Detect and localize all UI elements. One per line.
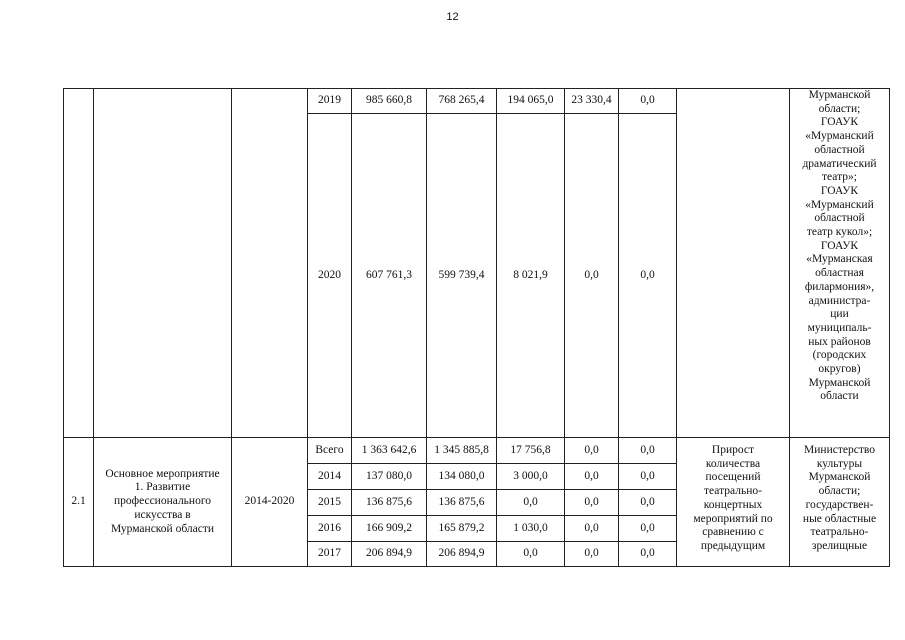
regional-cell: 134 080,0 bbox=[427, 464, 497, 490]
other-cell: 0,0 bbox=[619, 516, 677, 542]
total-cell: 1 363 642,6 bbox=[352, 438, 427, 464]
year-cell: Всего bbox=[308, 438, 352, 464]
federal-cell: 194 065,0 bbox=[497, 89, 565, 114]
regional-cell: 136 875,6 bbox=[427, 490, 497, 516]
table-row bbox=[64, 438, 890, 464]
other-cell: 0,0 bbox=[619, 114, 677, 438]
name-cell-empty bbox=[94, 89, 232, 438]
federal-cell: 8 021,9 bbox=[497, 114, 565, 438]
regional-cell: 165 879,2 bbox=[427, 516, 497, 542]
total-cell: 206 894,9 bbox=[352, 542, 427, 567]
year-cell: 2017 bbox=[308, 542, 352, 567]
other-cell: 0,0 bbox=[619, 464, 677, 490]
executor-cell: Министерство культуры Мурманской области; государствен- ные областные театрально- зрелищные bbox=[790, 438, 890, 567]
executor-cell: Мурманской области; ГОАУК «Мурманский областной драматический театр»; ГОАУК «Мурманский областной театр кукол»; ГОАУК «Мурманская областная филармония», администра- ции муниципаль- ных районов (городских округов) Мурманской области bbox=[790, 89, 890, 438]
page-number: 12 bbox=[446, 11, 459, 23]
measure-name: Основное мероприятие 1. Развитие профессионального искусства в Мурманской области bbox=[94, 438, 232, 567]
federal-cell: 17 756,8 bbox=[497, 438, 565, 464]
other-cell: 0,0 bbox=[619, 438, 677, 464]
budget-table bbox=[63, 88, 890, 567]
regional-cell: 206 894,9 bbox=[427, 542, 497, 567]
federal-cell: 1 030,0 bbox=[497, 516, 565, 542]
number-cell-empty bbox=[64, 89, 94, 438]
measure-period: 2014-2020 bbox=[232, 438, 308, 567]
other-cell: 0,0 bbox=[619, 542, 677, 567]
period-cell-empty bbox=[232, 89, 308, 438]
year-cell: 2014 bbox=[308, 464, 352, 490]
local-cell: 0,0 bbox=[565, 438, 619, 464]
regional-cell: 599 739,4 bbox=[427, 114, 497, 438]
local-cell: 0,0 bbox=[565, 516, 619, 542]
total-cell: 985 660,8 bbox=[352, 89, 427, 114]
other-cell: 0,0 bbox=[619, 89, 677, 114]
table-row bbox=[64, 89, 890, 114]
local-cell: 0,0 bbox=[565, 114, 619, 438]
total-cell: 166 909,2 bbox=[352, 516, 427, 542]
year-cell: 2015 bbox=[308, 490, 352, 516]
regional-cell: 768 265,4 bbox=[427, 89, 497, 114]
federal-cell: 3 000,0 bbox=[497, 464, 565, 490]
indicator-cell-empty bbox=[677, 89, 790, 438]
year-cell: 2020 bbox=[308, 114, 352, 438]
total-cell: 136 875,6 bbox=[352, 490, 427, 516]
other-cell: 0,0 bbox=[619, 490, 677, 516]
indicator-cell: Прирост количества посещений театрально- концертных мероприятий по сравнению с предыдущим bbox=[677, 438, 790, 567]
year-cell: 2016 bbox=[308, 516, 352, 542]
local-cell: 0,0 bbox=[565, 464, 619, 490]
local-cell: 0,0 bbox=[565, 542, 619, 567]
total-cell: 607 761,3 bbox=[352, 114, 427, 438]
measure-number: 2.1 bbox=[64, 438, 94, 567]
total-cell: 137 080,0 bbox=[352, 464, 427, 490]
local-cell: 0,0 bbox=[565, 490, 619, 516]
year-cell: 2019 bbox=[308, 89, 352, 114]
local-cell: 23 330,4 bbox=[565, 89, 619, 114]
regional-cell: 1 345 885,8 bbox=[427, 438, 497, 464]
federal-cell: 0,0 bbox=[497, 490, 565, 516]
federal-cell: 0,0 bbox=[497, 542, 565, 567]
